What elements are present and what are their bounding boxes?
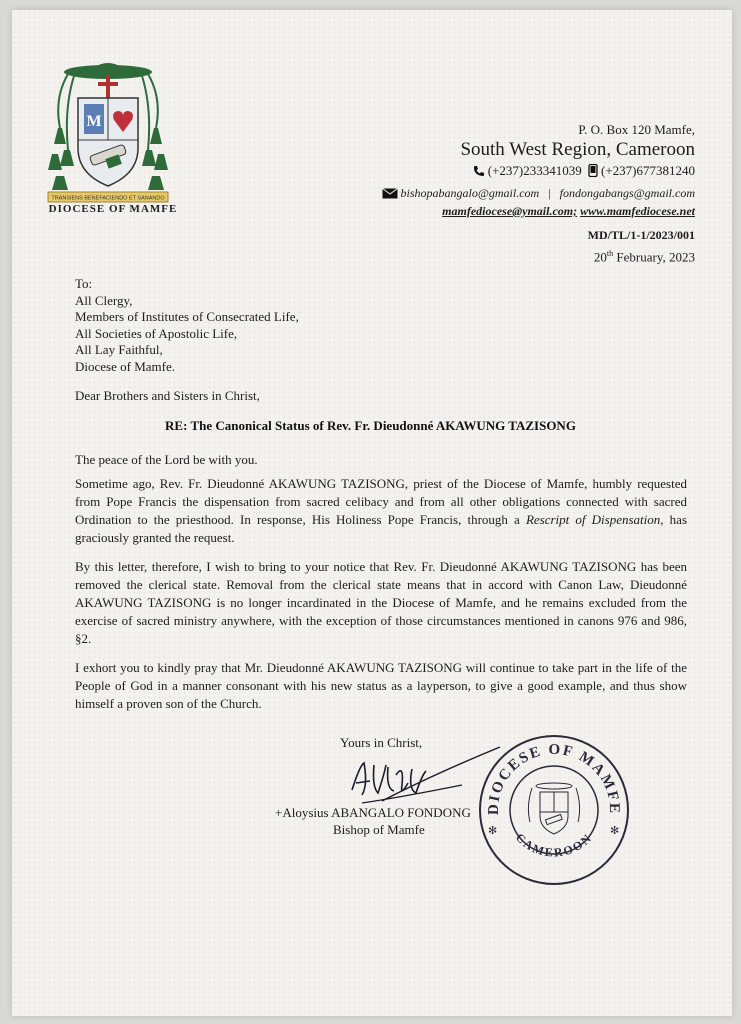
- email-1: bishopabangalo@gmail.com: [400, 186, 540, 200]
- stamp-star-icon: [488, 825, 619, 837]
- signer-name: +Aloysius ABANGALO FONDONG: [275, 805, 471, 820]
- salutation: Dear Brothers and Sisters in Christ,: [75, 388, 260, 403]
- closing: Yours in Christ,: [340, 735, 423, 750]
- date-suffix: th: [606, 249, 614, 258]
- svg-text:✻: ✻: [488, 825, 498, 837]
- subject-line: RE: The Canonical Status of Rev. Fr. Dieudonné AKAWUNG TAZISONG: [165, 418, 576, 433]
- crest-motto-text: TRANSIENS BENEFACIENDO ET SANANDO: [51, 195, 165, 202]
- stamp-top-text: DIOCESE OF MAMFE: [485, 741, 623, 816]
- greeting: The peace of the Lord be with you.: [75, 452, 258, 467]
- mobile-phone-icon: [588, 164, 598, 181]
- email-3: mamfediocese@ymail.com;: [442, 204, 578, 218]
- email-addresses: [379, 186, 695, 203]
- recipient-line: Members of Institutes of Consecrated Life,: [75, 309, 299, 324]
- diocese-label: DIOCESE OF MAMFE: [48, 203, 178, 215]
- letter-date: [594, 249, 695, 265]
- paragraph-1-text-b: , has graciously granted the request.: [75, 512, 687, 545]
- paragraph-1-italic: Rescript of Dispensation: [525, 512, 661, 527]
- recipient-line: All Lay Faithful,: [75, 342, 163, 357]
- region: South West Region, Cameroon: [460, 139, 695, 160]
- date-rest: February, 2023: [613, 249, 695, 265]
- stamp-bottom-text: CAMEROON: [512, 830, 596, 860]
- web-contacts: [442, 204, 695, 219]
- email-2: fondongabangs@gmail.com: [559, 186, 695, 200]
- recipient-line: Diocese of Mamfe.: [75, 358, 175, 374]
- recipient-line: All Societies of Apostolic Life,: [75, 325, 238, 341]
- signer-title: Bishop of Mamfe: [333, 822, 425, 837]
- reference-number: MD/TL/1-1/2023/001: [587, 228, 695, 242]
- separator: |: [548, 186, 551, 200]
- stamp-crest-icon: [528, 783, 579, 834]
- phone-numbers: [470, 163, 695, 181]
- recipient-line: All Clergy,: [75, 292, 133, 308]
- svg-text:CAMEROON: [513, 830, 595, 859]
- telephone-icon: [473, 165, 485, 181]
- diocese-stamp: [474, 730, 634, 890]
- paragraph-1-text-a: Sometime ago, Rev. Fr. Dieudonné AKAWUNG TAZISONG, priest of the Diocese of Mamfe, humbly requested from Pope Francis the dispensation from sacred celibacy and from all other obligations connected with sacred Ordination to the priesthood. In response, His Holiness Pope Francis, through a: [75, 476, 687, 527]
- phone-1: (+237)233341039: [487, 163, 582, 178]
- body-paragraph-3: I exhort you to kindly pray that Mr. Dieudonné AKAWUNG TAZISONG will continue to take part in the life of the People of God in a manner consonant with his new status as a layperson, to give a good example, and thus show himself a proven son of the Church.: [75, 660, 687, 711]
- date-day: 20: [593, 249, 607, 265]
- body-paragraph-2: By this letter, therefore, I wish to bring to your notice that Rev. Fr. Dieudonné AKAWUNG TAZISONG has been removed the clerical state. Removal from the clerical state means that in accord with Canon Law, Dieudonné AKAWUNG TAZISONG is no longer incardinated in the Diocese of Mamfe, and he remains excluded from the exercise of sacred ministry anywhere, with the exception of those circumstances mentioned in canons 976 and 986, §2.: [75, 559, 687, 646]
- website-link: www.mamfediocese.net: [580, 204, 695, 218]
- diocese-crest-logo: [34, 58, 182, 206]
- svg-text:M: M: [86, 113, 102, 130]
- envelope-icon: [382, 188, 398, 203]
- recipients-block: [75, 276, 299, 375]
- po-box: P. O. Box 120 Mamfe,: [578, 122, 695, 137]
- body-paragraph-1: [75, 475, 687, 547]
- phone-2: (+237)677381240: [601, 163, 695, 178]
- recipient-line: To:: [75, 276, 93, 291]
- svg-text:✻: ✻: [610, 825, 620, 837]
